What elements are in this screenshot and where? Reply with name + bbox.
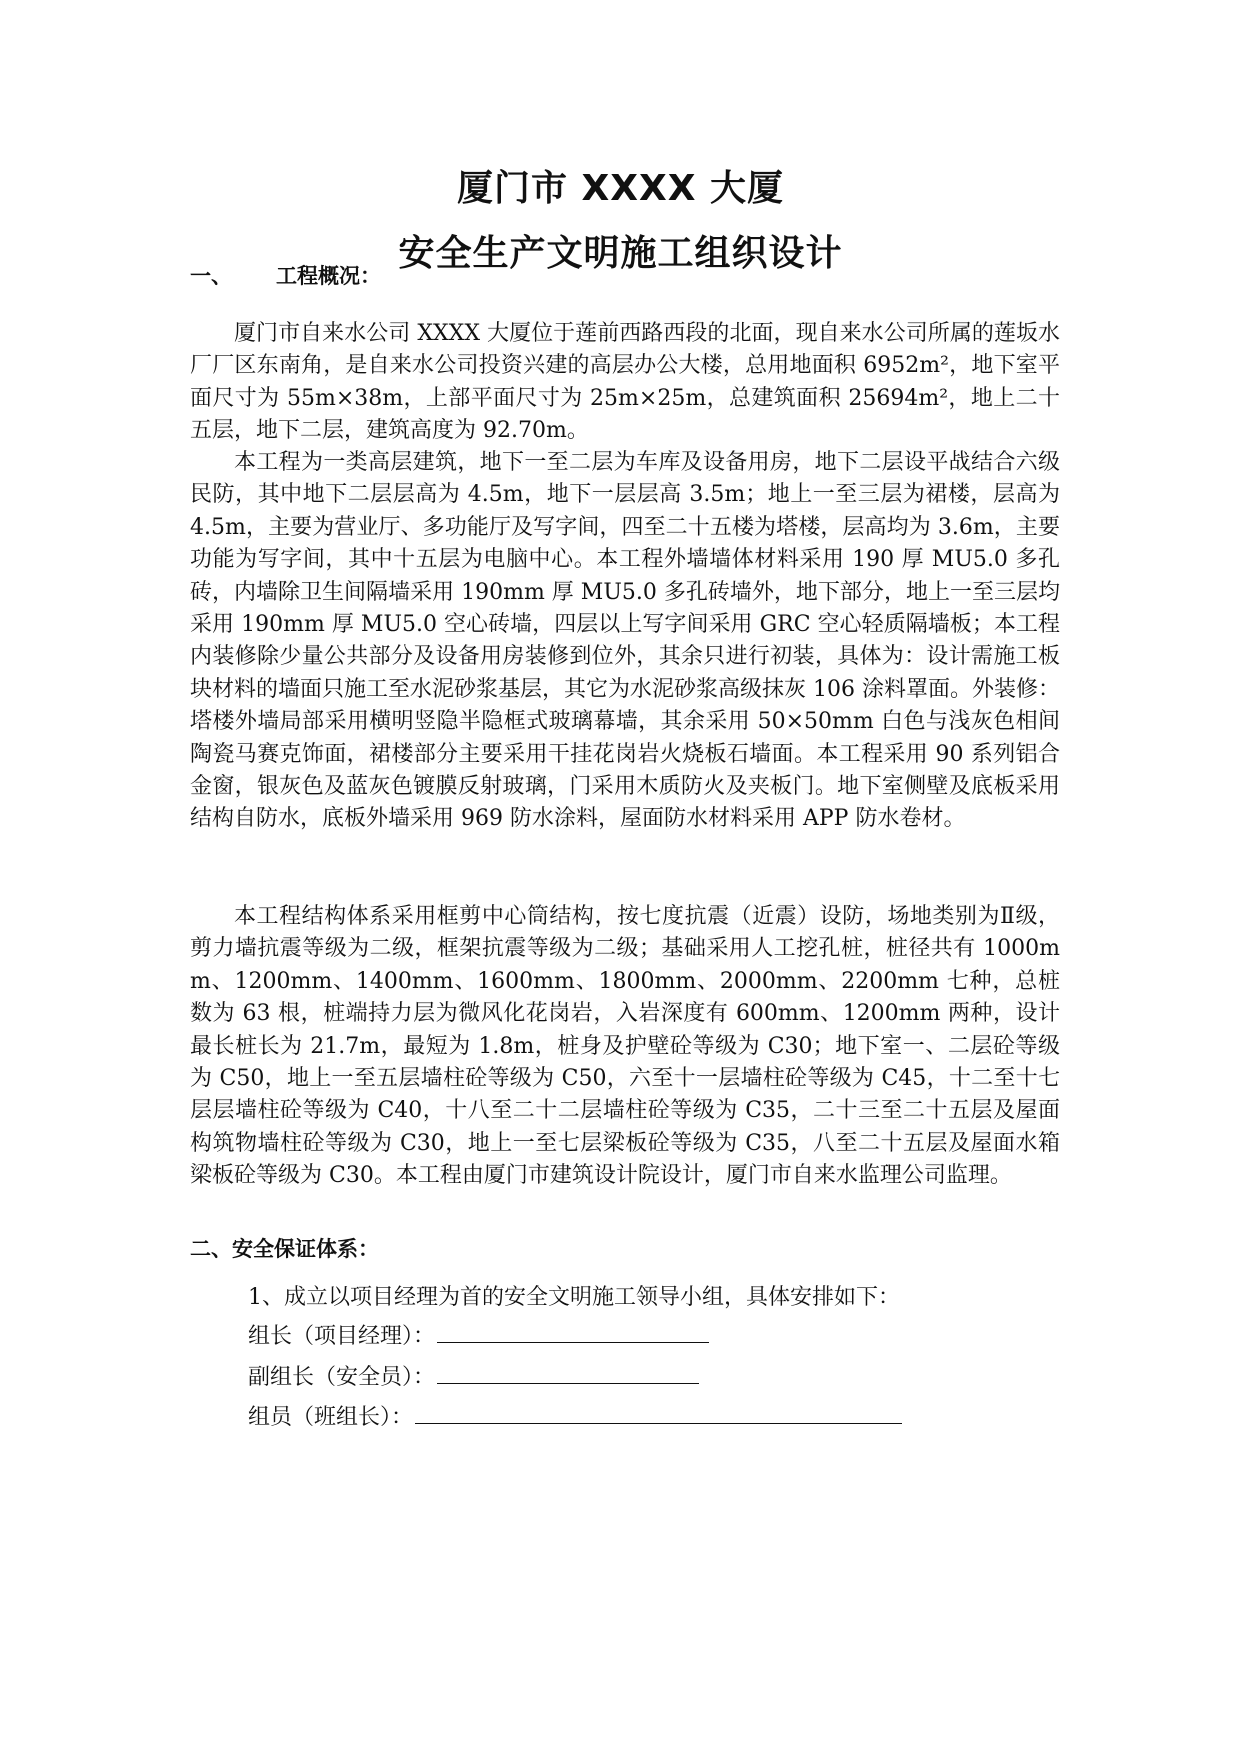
section-number: 一、 <box>190 264 232 288</box>
paragraph-location: 厦门市自来水公司 XXXX 大厦位于莲前西路西段的北面，现自来水公司所属的莲坂水厂厂区东南角，是自来水公司投资兴建的高层办公大楼，总用地面积 6952m²，地下室平面尺寸为 55m×38m，上部平面尺寸为 25m×25m，总建筑面积 25694m²，地上二十五层，地下二层，建筑高度为 92.70m。 <box>190 321 1060 444</box>
form-field-members <box>248 1400 902 1431</box>
paragraph-structure: 本工程结构体系采用框剪中心筒结构，按七度抗震（近震）设防，场地类别为Ⅱ级，剪力墙抗震等级为二级，框架抗震等级为二级；基础采用人工挖孔桩，桩径共有 1000mm、1200mm、1400mm、1600mm、1800mm、2000mm、2200mm 七种，总桩数为 63 根，桩端持力层为微风化花岗岩，入岩深度有 600mm、1200mm 两种，设计最长桩长为 21.7m，最短为 1.8m，桩身及护壁砼等级为 C30；地下室一、二层砼等级为 C50，地上一至五层墙柱砼等级为 C50，六至十一层墙柱砼等级为 C45，十二至十七层层墙柱砼等级为 C40，十八至二十二层墙柱砼等级为 C35，二十三至二十五层及屋面构筑物墙柱砼等级为 C30，地上一至七层梁板砼等级为 C35，八至二十五层及屋面水箱梁板砼等级为 C30。本工程由厦门市建筑设计院设计，厦门市自来水监理公司监理。 <box>190 904 1060 1189</box>
blank-line <box>437 1320 709 1343</box>
document-subtitle: 安全生产文明施工组织设计 <box>398 233 843 274</box>
field-label: 组员（班组长）： <box>248 1405 414 1430</box>
list-item-leadership-group: 1、成立以项目经理为首的安全文明施工领导小组，具体安排如下： <box>248 1285 900 1310</box>
section-heading-overview <box>190 260 381 290</box>
section-label: 工程概况： <box>276 264 381 288</box>
section-heading-safety: 二、安全保证体系： <box>190 1237 379 1261</box>
paragraph-building: 本工程为一类高层建筑，地下一至二层为车库及设备用房，地下二层设平战结合六级民防，其中地下二层层高为 4.5m，地下一层层高 3.5m；地上一至三层为裙楼，层高为 4.5m，主要为营业厅、多功能厅及写字间，四至二十五楼为塔楼，层高均为 3.6m，主要功能为写字间，其中十五层为电脑中心。本工程外墙墙体材料采用 190 厚 MU5.0 多孔砖，内墙除卫生间隔墙采用 190mm 厚 MU5.0 多孔砖墙外，地下部分，地上一至三层均采用 190mm 厚 MU5.0 空心砖墙，四层以上写字间采用 GRC 空心轻质隔墙板；本工程内装修除少量公共部分及设备用房装修到位外，其余只进行初装，具体为：设计需施工板块材料的墙面只施工至水泥砂浆基层，其它为水泥砂浆高级抹灰 106 涂料罩面。外装修：塔楼外墙局部采用横明竖隐半隐框式玻璃幕墙，其余采用 50×50mm 白色与浅灰色相间陶瓷马赛克饰面，裙楼部分主要采用干挂花岗岩火烧板石墙面。本工程采用 90 系列铝合金窗，银灰色及蓝灰色镀膜反射玻璃，门采用木质防火及夹板门。地下室侧壁及底板采用结构自防水，底板外墙采用 969 防水涂料，屋面防水材料采用 APP 防水卷材。 <box>190 450 1060 832</box>
field-label: 组长（项目经理）： <box>248 1324 436 1349</box>
field-label: 副组长（安全员）： <box>248 1365 436 1390</box>
blank-line <box>415 1401 902 1424</box>
document-title: 厦门市 XXXX 大厦 <box>456 168 785 209</box>
form-field-deputy <box>248 1360 699 1391</box>
form-field-leader <box>248 1319 709 1350</box>
blank-line <box>437 1361 699 1384</box>
